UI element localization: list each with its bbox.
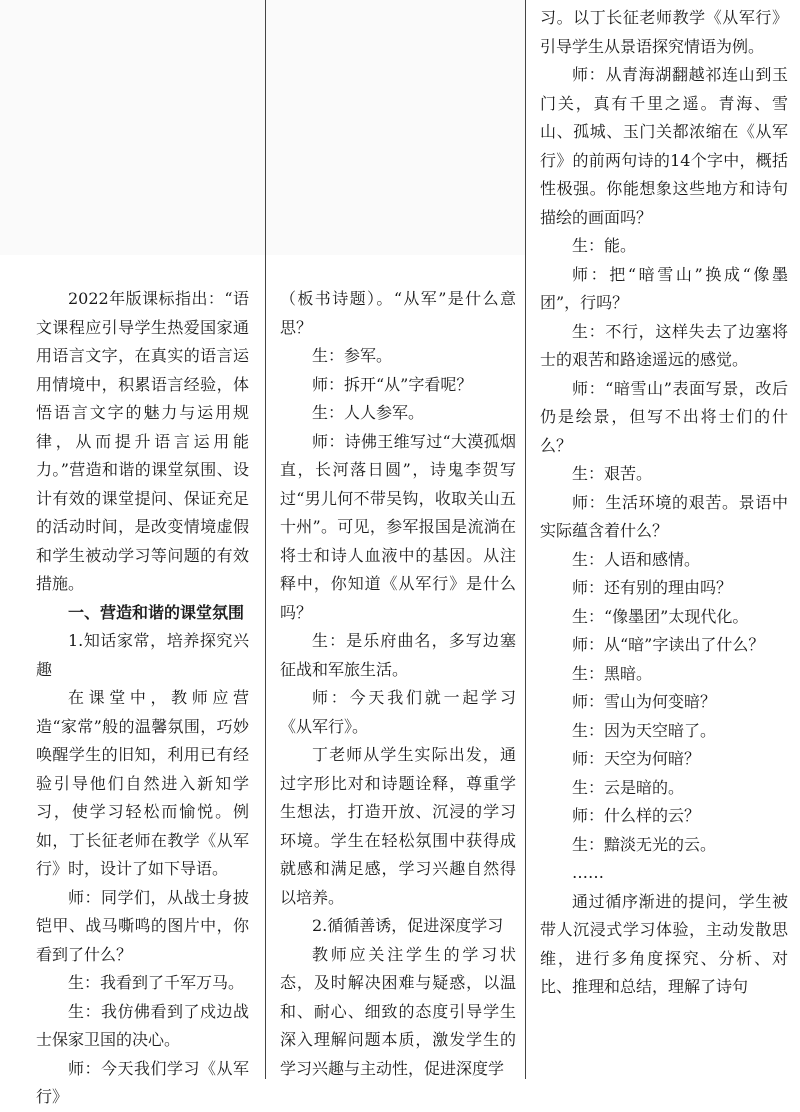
dialogue-line: 师：“暗雪山”表面写景，改后仍是绘景，但写不出将士们的什么？ (540, 378, 788, 455)
dialogue-line: 生：不行，这样失去了边塞将士的艰苦和路途遥远的感觉。 (540, 321, 788, 369)
dialogue-line: 生：我仿佛看到了戍边战士保家卫国的决心。 (36, 1001, 249, 1049)
dialogue-line: 生：“像墨团”太现代化。 (572, 606, 749, 626)
dialogue-line: 师：什么样的云？ (572, 806, 701, 825)
dialogue-line: 生：人语和感情。 (572, 549, 701, 569)
dialogue-line: 生：我看到了千军万马。 (68, 973, 245, 992)
dialogue-line: 师：从青海湖翻越祁连山到玉门关，真有千里之遥。青海、雪山、孤城、玉门关都浓缩在《从军行》的前两句诗的14个字中，概括性极强。你能想象这些地方和诗句描绘的画面吗？ (540, 65, 788, 227)
paragraph: 在课堂中，教师应营造“家常”般的温馨氛围，巧妙唤醒学生的旧知，利用已有经验引导他们自然进入新知学习，使学习轻松而愉悦。例如，丁长征老师在教学《从军行》时，设计了如下导语。 (36, 688, 249, 878)
dialogue-line: 师：天空为何暗？ (572, 749, 701, 768)
dialogue-line: 生：黑暗。 (572, 663, 653, 683)
section-heading: 一、营造和谐的课堂氛围 (68, 602, 245, 622)
column-1 (36, 285, 249, 1112)
paragraph: 丁老师从学生实际出发，通过字形比对和诗题诠释，尊重学生想法，打造开放、沉浸的学习环境。学生在轻松氛围中获得成就感和满足感，学习兴趣自然得以培养。 (280, 745, 516, 907)
column-divider (525, 0, 526, 1079)
dialogue-line: 师：生活环境的艰苦。景语中实际蕴含着什么？ (540, 492, 788, 540)
dialogue-line: 师：同学们，从战士身披铠甲、战马嘶鸣的图片中，你看到了什么？ (36, 887, 249, 964)
subsection-heading: 2.循循善诱，促进深度学习 (312, 916, 504, 935)
dialogue-line: 师：诗佛王维写过“大漠孤烟直，长河落日圆”，诗鬼李贺写过“男儿何不带吴钩，收取关山五十州”。可见，参军报国是流淌在将士和诗人血液中的基因。从注释中，你知道《从军行》是什么吗？ (280, 431, 516, 622)
paragraph: 2022年版课标指出：“语文课程应引导学生热爱国家通用语言文字，在真实的语言运用情境中，积累语言经验，体悟语言文字的魅力与运用规律，从而提升语言运用能力。”营造和谐的课堂氛围、设计有效的课堂提问、保证充足的活动时间，是改变情境虚假和学生被动学习等问题的有效措施。 (36, 289, 249, 593)
subsection-heading: 1.知话家常，培养探究兴趣 (36, 631, 249, 679)
dialogue-line: 师：拆开“从”字看呢？ (312, 374, 473, 394)
dialogue-line: 生：是乐府曲名，多写边塞征战和军旅生活。 (280, 631, 516, 679)
dialogue-line: 生：参军。 (312, 346, 393, 365)
blank-region (0, 0, 525, 255)
ellipsis: …… (572, 863, 604, 882)
paragraph: 通过循序渐进的提问，学生被带人沉浸式学习体验，主动发散思维，进行多角度探究、分析、对比、推理和总结，理解了诗句 (540, 891, 788, 996)
dialogue-line: 师：还有别的理由吗？ (572, 578, 733, 597)
dialogue-line: 师：从“暗”字读出了什么？ (572, 635, 765, 654)
column-divider (265, 0, 266, 1079)
dialogue-line: 生：艰苦。 (572, 464, 653, 483)
dialogue-line: 生：云是暗的。 (572, 777, 685, 797)
dialogue-line: 师：今天我们学习《从军行》 (36, 1058, 249, 1106)
dialogue-line: 生：人人参军。 (312, 403, 425, 422)
paragraph: 习。以丁长征老师教学《从军行》引导学生从景语探究情语为例。 (540, 8, 788, 56)
dialogue-line: 生：黯淡无光的云。 (572, 834, 717, 854)
paragraph: 教师应关注学生的学习状态，及时解决困难与疑惑，以温和、耐心、细致的态度引导学生深入理解问题本质，激发学生的学习兴趣与主动性，促进深度学 (280, 944, 516, 1078)
column-2 (280, 285, 516, 1083)
column-3 (540, 4, 788, 1002)
dialogue-line: 师：把“暗雪山”换成“像墨团”，行吗？ (540, 264, 788, 312)
dialogue-line: 生：因为天空暗了。 (572, 720, 717, 740)
dialogue-line: 生：能。 (572, 236, 637, 255)
dialogue-line: 师：雪山为何变暗？ (572, 692, 717, 711)
dialogue-line: 师：今天我们就一起学习《从军行》。 (280, 688, 516, 736)
dialogue-line: （板书诗题）。“从军”是什么意思？ (280, 289, 516, 337)
